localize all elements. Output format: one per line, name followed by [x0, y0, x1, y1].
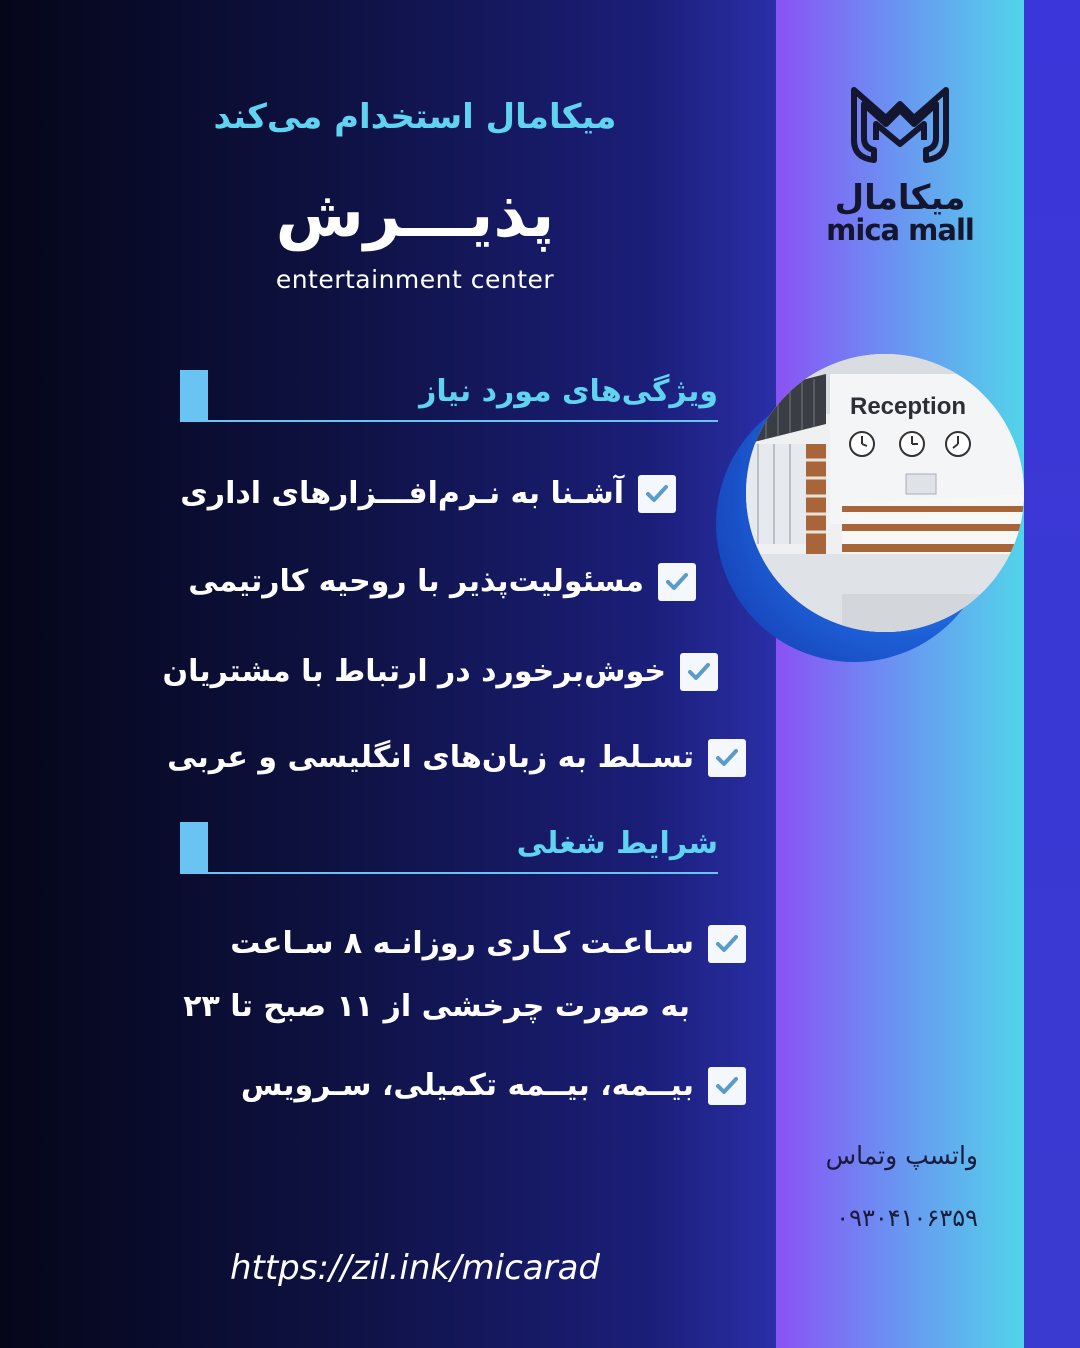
requirement-text: تسـلط به زبان‌های انگلیسی و عربی: [167, 740, 694, 775]
requirement-item: [188, 552, 696, 612]
brand-name-fa: میکامال: [834, 178, 966, 218]
requirements-heading: [180, 370, 718, 422]
requirement-item: [180, 464, 676, 524]
contact-label: واتسپ وتماس: [825, 1141, 978, 1170]
condition-text-continued: به صورت چرخشی از ۱۱ صبح تا ۲۳: [183, 989, 690, 1024]
subtitle: entertainment center: [275, 265, 555, 294]
mica-mall-logo-icon: [846, 80, 954, 166]
condition-text: سـاعـت کـاری روزانـه ۸ سـاعت: [230, 926, 694, 961]
right-edge-strip: [1024, 0, 1080, 1348]
requirement-item: [163, 642, 718, 702]
hiring-headline: میکامال استخدام می‌کند: [213, 97, 617, 137]
requirement-text: خوش‌برخورد در ارتباط با مشتریان: [162, 654, 666, 689]
checkbox-checked-icon: [680, 653, 718, 691]
condition-item: [241, 1056, 746, 1116]
requirement-text: آشـنا به نـرم‌افـــزارهای اداری: [180, 476, 624, 511]
website-link[interactable]: https://zil.ink/micarad: [229, 1248, 601, 1288]
brand-name-en: mica mall: [826, 213, 974, 247]
position-title: پذیـــرش: [275, 178, 555, 252]
reception-photo: [746, 354, 1024, 632]
section-underline: [180, 420, 718, 422]
condition-item: [230, 914, 746, 974]
checkbox-checked-icon: [708, 925, 746, 963]
checkbox-checked-icon: [708, 1067, 746, 1105]
requirement-text: مسئولیت‌پذیر با روحیه کارتیمی: [188, 564, 644, 599]
checkbox-checked-icon: [708, 739, 746, 777]
section-marker: [180, 822, 208, 872]
conditions-heading: [180, 822, 718, 874]
reception-sign: Reception: [850, 393, 967, 420]
condition-text: بیــمه، بیــمه تکمیلی، سـرویس: [240, 1068, 694, 1103]
section-underline: [180, 872, 718, 874]
requirement-item: [167, 728, 746, 788]
checkbox-checked-icon: [658, 563, 696, 601]
checkbox-checked-icon: [638, 475, 676, 513]
contact-phone[interactable]: ۰۹۳۰۴۱۰۶۳۵۹: [836, 1204, 978, 1232]
section-marker: [180, 370, 208, 420]
requirements-title: ویژگی‌های مورد نیاز: [419, 374, 718, 409]
conditions-title: شرایط شغلی: [516, 826, 718, 861]
